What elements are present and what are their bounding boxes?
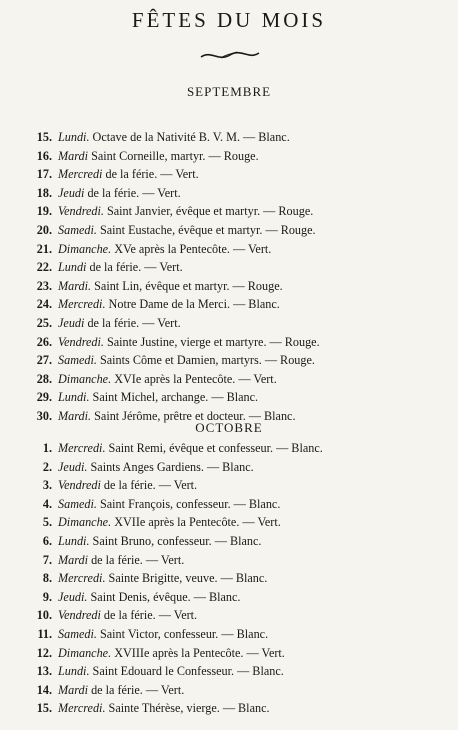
entry-text — [58, 221, 316, 240]
entry-text — [58, 333, 320, 352]
entry-description: de la férie. — Vert. — [89, 260, 183, 275]
entry-text — [58, 476, 197, 495]
entry-description: de la férie. — Vert. — [91, 552, 185, 567]
list-item — [0, 277, 458, 296]
entry-description: Saint Janvier, évêque et martyr. — Rouge. — [106, 204, 314, 219]
entry-date: 25. — [36, 315, 52, 330]
entry-description: Saints Côme et Damien, martyrs. — Rouge. — [99, 353, 315, 368]
entry-description: de la férie. — Vert. — [105, 167, 199, 182]
entry-text — [58, 532, 261, 551]
entry-day: Mardi — [58, 148, 89, 163]
entry-description: de la férie. — Vert. — [103, 478, 198, 493]
list-item — [0, 202, 458, 221]
entry-day: Dimanche. — [58, 515, 112, 530]
entry-text — [58, 699, 270, 718]
entry-date: 21. — [36, 241, 52, 256]
entry-date: 4. — [42, 496, 52, 511]
entry-description: de la férie. — Vert. — [87, 315, 181, 330]
entry-day: Jeudi — [58, 185, 85, 200]
entry-day: Samedi. — [58, 353, 97, 368]
list-item — [0, 388, 458, 407]
entry-description: Saint Jérôme, prêtre et docteur. — Blanc. — [94, 408, 296, 423]
entry-day: Dimanche. — [58, 241, 112, 256]
entry-description: Saint Corneille, martyr. — Rouge. — [91, 148, 259, 163]
entry-date: 29. — [36, 390, 52, 405]
list-item — [0, 370, 458, 389]
list-item — [0, 184, 458, 203]
entry-day: Lundi. — [58, 390, 90, 405]
entry-date: 20. — [36, 222, 52, 237]
list-item — [0, 551, 458, 570]
entry-text — [58, 625, 268, 644]
entry-text — [58, 240, 271, 259]
entry-text — [58, 277, 283, 296]
list-item — [0, 147, 458, 166]
list-item — [0, 295, 458, 314]
entry-description: Sainte Thérèse, vierge. — Blanc. — [108, 701, 270, 716]
entry-day: Vendredi — [58, 608, 101, 623]
entry-text — [58, 662, 284, 681]
entry-date: 16. — [36, 148, 52, 163]
entry-text — [58, 388, 258, 407]
entry-day: Jeudi. — [58, 589, 88, 604]
list-item — [0, 439, 458, 458]
list-item — [0, 699, 458, 718]
list-item — [0, 240, 458, 259]
entry-text — [58, 588, 240, 607]
entry-day: Samedi. — [58, 222, 97, 237]
entry-day: Mardi. — [58, 278, 92, 293]
entry-text — [58, 458, 254, 477]
entry-day: Jeudi — [58, 315, 85, 330]
entry-description: XVIIIe après la Pentecôte. — Vert. — [114, 645, 285, 660]
entry-day: Lundi. — [58, 533, 90, 548]
october-list — [0, 439, 458, 718]
entry-date: 23. — [36, 278, 52, 293]
entry-date: 6. — [42, 533, 52, 548]
list-item — [0, 513, 458, 532]
entry-text — [58, 351, 315, 370]
entry-date: 22. — [36, 260, 52, 275]
entry-day: Mardi — [58, 552, 89, 567]
entry-description: Sainte Justine, vierge et martyre. — Rouge. — [106, 334, 320, 349]
month-heading-october: OCTOBRE — [195, 420, 263, 435]
entry-text — [58, 551, 184, 570]
entry-text — [58, 569, 267, 588]
entry-date: 11. — [37, 626, 52, 641]
entry-description: Notre Dame de la Merci. — Blanc. — [108, 297, 280, 312]
entry-day: Lundi. — [58, 130, 90, 144]
entry-day: Vendredi. — [58, 204, 104, 219]
entry-date: 12. — [36, 645, 52, 660]
entry-description: Octave de la Nativité B. V. M. — Blanc. — [92, 130, 290, 144]
entry-date: 15. — [36, 701, 52, 716]
list-item — [0, 662, 458, 681]
list-item — [0, 625, 458, 644]
ornament-flourish-icon — [199, 48, 261, 62]
entry-description: Saint Denis, évêque. — Blanc. — [90, 589, 241, 604]
entry-day: Mercredi. — [58, 701, 106, 716]
entry-date: 3. — [42, 478, 52, 493]
entry-date: 15. — [36, 130, 52, 144]
entry-date: 26. — [36, 334, 52, 349]
entry-day: Lundi. — [58, 664, 90, 679]
list-item — [0, 588, 458, 607]
entry-text — [58, 439, 323, 458]
entry-date: 18. — [36, 185, 52, 200]
list-item — [0, 681, 458, 700]
list-item — [0, 476, 458, 495]
entry-text — [58, 314, 181, 333]
entry-description: Saint Lin, évêque et martyr. — Rouge. — [94, 278, 283, 293]
entry-description: Saint Michel, archange. — Blanc. — [92, 390, 259, 405]
entry-day: Mercredi. — [58, 571, 106, 586]
entry-date: 5. — [42, 515, 52, 530]
entry-date: 27. — [36, 353, 52, 368]
entry-text — [58, 147, 259, 166]
entry-description: de la férie. — Vert. — [87, 185, 181, 200]
list-item — [0, 351, 458, 370]
entry-description: Saint Remi, évêque et confesseur. — Blanc. — [108, 441, 323, 455]
entry-text — [58, 128, 290, 147]
entry-day: Mercredi — [58, 167, 103, 182]
entry-description: de la férie. — Vert. — [103, 608, 198, 623]
entry-text — [58, 295, 280, 314]
entry-day: Dimanche. — [58, 371, 112, 386]
entry-description: Saints Anges Gardiens. — Blanc. — [90, 459, 254, 474]
entry-text — [58, 258, 183, 277]
entry-description: XVe après la Pentecôte. — Vert. — [114, 241, 272, 256]
entry-description: Saint Eustache, évêque et martyr. — Rouge. — [99, 222, 316, 237]
entry-day: Mardi — [58, 682, 89, 697]
entry-text — [58, 165, 199, 184]
entry-day: Samedi. — [58, 496, 97, 511]
entry-day: Vendredi. — [58, 334, 104, 349]
entry-day: Lundi — [58, 260, 87, 275]
entry-text — [58, 184, 181, 203]
entry-day: Vendredi — [58, 478, 101, 493]
september-list — [0, 128, 458, 426]
entry-text — [58, 606, 197, 625]
entry-description: XVIIe après la Pentecôte. — Vert. — [114, 515, 281, 530]
entry-date: 9. — [42, 589, 52, 604]
page-title: FÊTES DU MOIS — [131, 8, 327, 32]
list-item — [0, 458, 458, 477]
month-heading-september: SEPTEMBRE — [186, 84, 272, 99]
entry-date: 17. — [36, 167, 52, 182]
entry-date: 24. — [36, 297, 52, 312]
list-item — [0, 333, 458, 352]
list-item — [0, 165, 458, 184]
entry-date: 8. — [42, 571, 52, 586]
entry-date: 2. — [42, 459, 52, 474]
entry-date: 14. — [36, 682, 52, 697]
entry-text — [58, 644, 285, 663]
entry-date: 30. — [36, 408, 52, 423]
entry-date: 1. — [42, 441, 52, 455]
list-item — [0, 258, 458, 277]
entry-date: 28. — [36, 371, 52, 386]
list-item — [0, 221, 458, 240]
entry-text — [58, 681, 184, 700]
entry-description: XVIe après la Pentecôte. — Vert. — [114, 371, 277, 386]
list-item — [0, 532, 458, 551]
entry-day: Mercredi. — [58, 441, 106, 455]
entry-description: Saint Bruno, confesseur. — Blanc. — [92, 533, 262, 548]
entry-description: Saint Edouard le Confesseur. — Blanc. — [92, 664, 284, 679]
entry-description: Sainte Brigitte, veuve. — Blanc. — [108, 571, 268, 586]
entry-day: Samedi. — [58, 626, 97, 641]
entry-date: 13. — [36, 664, 52, 679]
list-item — [0, 606, 458, 625]
entry-description: de la férie. — Vert. — [91, 682, 185, 697]
list-item — [0, 495, 458, 514]
list-item — [0, 314, 458, 333]
entry-day: Mardi. — [58, 408, 92, 423]
list-item — [0, 644, 458, 663]
entry-description: Saint Victor, confesseur. — Blanc. — [99, 626, 269, 641]
entry-date: 19. — [36, 204, 52, 219]
entry-text — [58, 202, 313, 221]
entry-text — [58, 495, 280, 514]
entry-text — [58, 370, 277, 389]
entry-day: Dimanche. — [58, 645, 112, 660]
entry-description: Saint François, confesseur. — Blanc. — [99, 496, 281, 511]
entry-day: Jeudi. — [58, 459, 88, 474]
entry-text — [58, 513, 281, 532]
entry-day: Mercredi. — [58, 297, 106, 312]
entry-date: 10. — [36, 608, 52, 623]
list-item — [0, 569, 458, 588]
entry-date: 7. — [42, 552, 52, 567]
list-item — [0, 128, 458, 147]
